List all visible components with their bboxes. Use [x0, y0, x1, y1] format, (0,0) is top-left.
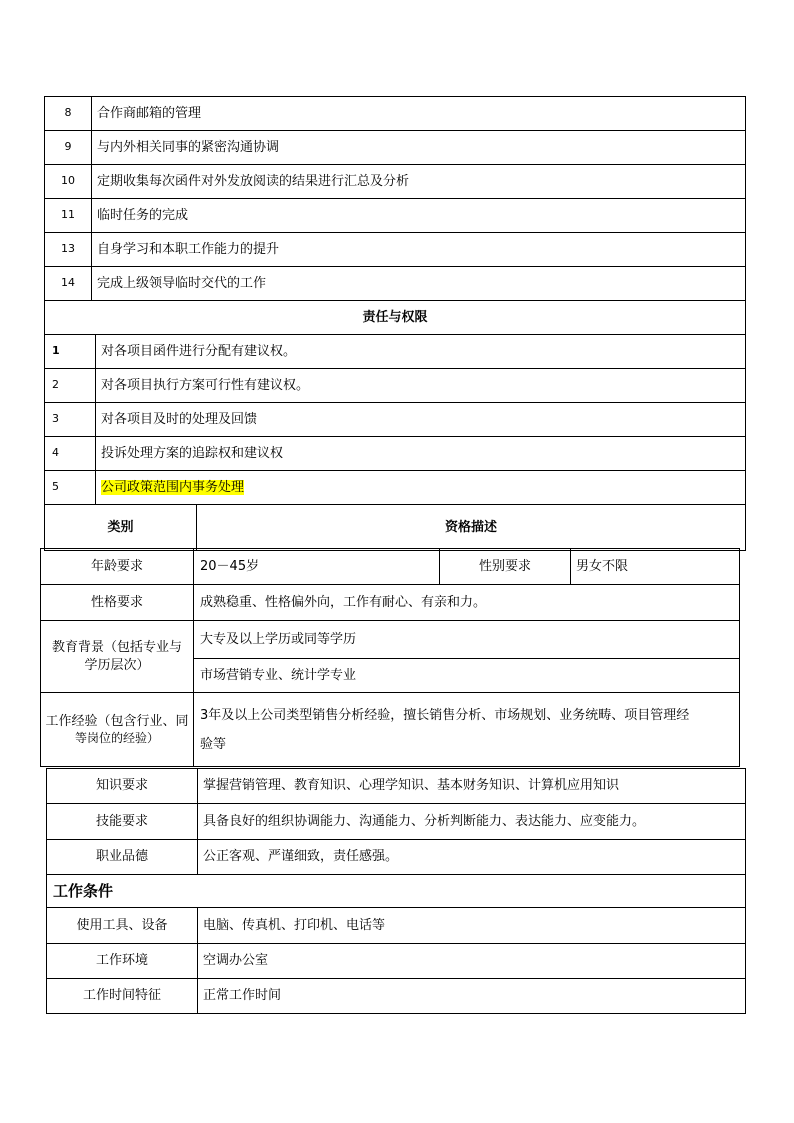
duty-text: 自身学习和本职工作能力的提升: [92, 233, 746, 267]
gender-label: 性别要求: [440, 549, 571, 585]
skill-value: 具备良好的组织协调能力、沟通能力、分析判断能力、表达能力、应变能力。: [198, 804, 746, 840]
table-row: [45, 165, 746, 199]
rights-section-title: 责任与权限: [45, 301, 746, 335]
row-number: 1: [45, 335, 96, 369]
table-row: [45, 505, 746, 551]
worktime-label: 工作时间特征: [47, 979, 198, 1014]
duty-text: 临时任务的完成: [92, 199, 746, 233]
tools-label: 使用工具、设备: [47, 908, 198, 944]
ethics-value: 公正客观、严谨细致，责任感强。: [198, 840, 746, 875]
environment-value: 空调办公室: [198, 944, 746, 979]
table-row: [45, 131, 746, 165]
row-number: 5: [45, 471, 96, 505]
category-header: 类别: [45, 505, 197, 551]
skill-label: 技能要求: [47, 804, 198, 840]
table-row: [41, 693, 740, 767]
experience-label-line2: 等岗位的经验）: [74, 731, 159, 746]
highlighted-text: 公司政策范围内事务处理: [101, 479, 245, 495]
duty-text: 与内外相关同事的紧密沟通协调: [92, 131, 746, 165]
table-row: [47, 769, 746, 804]
row-number: 4: [45, 437, 96, 471]
knowledge-value: 掌握营销管理、教育知识、心理学知识、基本财务知识、计算机应用知识: [198, 769, 746, 804]
right-text: 对各项目执行方案可行性有建议权。: [96, 369, 746, 403]
row-number: 2: [45, 369, 96, 403]
duty-text: 合作商邮箱的管理: [92, 97, 746, 131]
table-row: [45, 471, 746, 505]
right-text: 投诉处理方案的追踪权和建议权: [96, 437, 746, 471]
table-row: [45, 403, 746, 437]
knowledge-label: 知识要求: [47, 769, 198, 804]
right-text-cell: [96, 471, 746, 505]
right-text: 对各项目及时的处理及回馈: [96, 403, 746, 437]
qualification-table: [40, 548, 740, 767]
table-row: [45, 233, 746, 267]
experience-label: [41, 693, 194, 767]
table-row: [45, 267, 746, 301]
table-row: [45, 199, 746, 233]
table-row: [47, 840, 746, 875]
age-value: 20－45岁: [194, 549, 440, 585]
skills-conditions-table: [46, 768, 746, 1014]
table-row: [45, 301, 746, 335]
table-row: [45, 437, 746, 471]
education-value-major: 市场营销专业、统计学专业: [194, 659, 740, 693]
row-number: 14: [45, 267, 92, 301]
row-number: 8: [45, 97, 92, 131]
table-row: [45, 369, 746, 403]
table-row: [47, 979, 746, 1014]
education-value-degree: 大专及以上学历或同等学历: [194, 621, 740, 659]
experience-label-text1: 工作经验（包含行业、同: [45, 713, 189, 729]
education-label: [41, 621, 194, 693]
personality-value: 成熟稳重、性格偏外向，工作有耐心、有亲和力。: [194, 585, 740, 621]
ethics-label: 职业品德: [47, 840, 198, 875]
education-label-line1: 教育背景（包括专业与: [51, 639, 182, 655]
age-label: 年龄要求: [41, 549, 194, 585]
row-number: 10: [45, 165, 92, 199]
tools-value: 电脑、传真机、打印机、电话等: [198, 908, 746, 944]
table-row: [47, 875, 746, 908]
table-row: [45, 335, 746, 369]
table-row: [41, 621, 740, 659]
duty-text: 定期收集每次函件对外发放阅读的结果进行汇总及分析: [92, 165, 746, 199]
table-row: [45, 97, 746, 131]
environment-label: 工作环境: [47, 944, 198, 979]
experience-value: [194, 693, 740, 767]
duty-text: 完成上级领导临时交代的工作: [92, 267, 746, 301]
table-row: [47, 804, 746, 840]
right-text: 对各项目函件进行分配有建议权。: [96, 335, 746, 369]
worktime-value: 正常工作时间: [198, 979, 746, 1014]
row-number: 3: [45, 403, 96, 437]
table-row: [47, 908, 746, 944]
duties-table: [44, 96, 746, 551]
personality-label: 性格要求: [41, 585, 194, 621]
conditions-section-title: 工作条件: [47, 875, 746, 908]
row-number: 13: [45, 233, 92, 267]
gender-value: 男女不限: [571, 549, 740, 585]
table-row: [47, 944, 746, 979]
row-number: 11: [45, 199, 92, 233]
table-row: [41, 549, 740, 585]
row-number: 9: [45, 131, 92, 165]
description-header: 资格描述: [197, 505, 746, 551]
experience-value-line1: 3年及以上公司类型销售分析经验，擅长销售分析、市场规划、业务统畴、项目管理经: [200, 707, 690, 723]
table-row: [41, 585, 740, 621]
experience-label-line1: [41, 713, 193, 731]
education-label-line2: 学历层次）: [84, 657, 150, 673]
experience-value-line2: 验等: [200, 736, 227, 752]
